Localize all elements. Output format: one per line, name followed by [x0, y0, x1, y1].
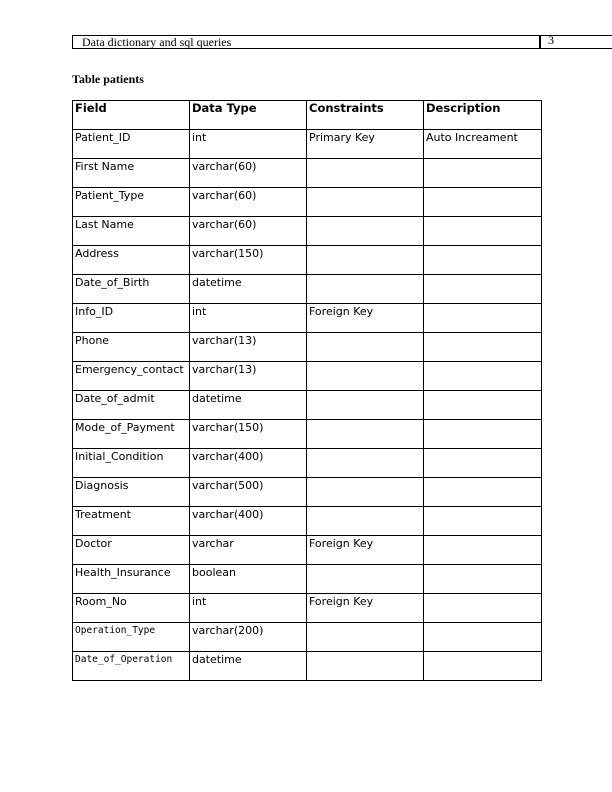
field-cell: First Name [73, 159, 190, 188]
field-cell: Patient_ID [73, 130, 190, 159]
data-type-cell: boolean [190, 565, 307, 594]
data-type-cell: varchar(150) [190, 420, 307, 449]
constraint-cell [307, 391, 424, 420]
data-dictionary-table [72, 100, 542, 681]
constraint-cell: Foreign Key [307, 304, 424, 333]
field-cell: Initial_Condition [73, 449, 190, 478]
constraint-cell: Foreign Key [307, 594, 424, 623]
field-cell: Patient_Type [73, 188, 190, 217]
description-cell [424, 478, 542, 507]
table-row [73, 130, 542, 159]
field-cell: Date_of_Operation [73, 652, 190, 681]
column-header-description: Description [424, 101, 542, 130]
description-cell [424, 275, 542, 304]
description-cell [424, 362, 542, 391]
table-row [73, 275, 542, 304]
field-cell: Address [73, 246, 190, 275]
data-type-cell: datetime [190, 652, 307, 681]
description-cell [424, 391, 542, 420]
table-row [73, 362, 542, 391]
table-row [73, 159, 542, 188]
data-type-cell: varchar(60) [190, 217, 307, 246]
description-cell [424, 449, 542, 478]
table-row [73, 594, 542, 623]
constraint-cell [307, 217, 424, 246]
data-type-cell: varchar(200) [190, 623, 307, 652]
field-cell: Doctor [73, 536, 190, 565]
field-cell: Room_No [73, 594, 190, 623]
table-row [73, 420, 542, 449]
table-row [73, 246, 542, 275]
constraint-cell: Foreign Key [307, 536, 424, 565]
field-cell: Info_ID [73, 304, 190, 333]
table-row [73, 391, 542, 420]
table-row [73, 217, 542, 246]
table-row [73, 478, 542, 507]
field-cell: Operation_Type [73, 623, 190, 652]
data-type-cell: varchar [190, 536, 307, 565]
data-type-cell: int [190, 130, 307, 159]
description-cell [424, 507, 542, 536]
field-cell: Emergency_contact [73, 362, 190, 391]
description-cell [424, 159, 542, 188]
constraint-cell [307, 652, 424, 681]
data-type-cell: varchar(400) [190, 507, 307, 536]
description-cell: Auto Increament [424, 130, 542, 159]
constraint-cell [307, 478, 424, 507]
data-type-cell: varchar(60) [190, 159, 307, 188]
table-row [73, 565, 542, 594]
description-cell [424, 623, 542, 652]
column-header-data-type: Data Type [190, 101, 307, 130]
constraint-cell [307, 246, 424, 275]
data-type-cell: int [190, 304, 307, 333]
field-cell: Phone [73, 333, 190, 362]
description-cell [424, 594, 542, 623]
page-number-box [540, 35, 612, 49]
constraint-cell [307, 623, 424, 652]
table-row [73, 304, 542, 333]
field-cell: Diagnosis [73, 478, 190, 507]
column-header-constraints: Constraints [307, 101, 424, 130]
header-title: Data dictionary and sql queries [82, 35, 232, 49]
table-row [73, 449, 542, 478]
description-cell [424, 565, 542, 594]
data-type-cell: varchar(13) [190, 333, 307, 362]
constraint-cell [307, 449, 424, 478]
description-cell [424, 217, 542, 246]
constraint-cell [307, 159, 424, 188]
description-cell [424, 304, 542, 333]
constraint-cell [307, 507, 424, 536]
data-type-cell: varchar(500) [190, 478, 307, 507]
data-type-cell: varchar(400) [190, 449, 307, 478]
page-number: 3 [548, 33, 554, 47]
data-type-cell: datetime [190, 275, 307, 304]
constraint-cell [307, 362, 424, 391]
field-cell: Date_of_admit [73, 391, 190, 420]
description-cell [424, 246, 542, 275]
table-row [73, 623, 542, 652]
constraint-cell [307, 275, 424, 304]
field-cell: Date_of_Birth [73, 275, 190, 304]
column-header-field: Field [73, 101, 190, 130]
constraint-cell [307, 565, 424, 594]
constraint-cell [307, 188, 424, 217]
field-cell: Health_Insurance [73, 565, 190, 594]
description-cell [424, 652, 542, 681]
table-header-row [73, 101, 542, 130]
data-type-cell: int [190, 594, 307, 623]
table-row [73, 333, 542, 362]
field-cell: Mode_of_Payment [73, 420, 190, 449]
description-cell [424, 536, 542, 565]
data-type-cell: varchar(60) [190, 188, 307, 217]
data-type-cell: varchar(150) [190, 246, 307, 275]
table-row [73, 188, 542, 217]
data-type-cell: datetime [190, 391, 307, 420]
table-row [73, 536, 542, 565]
section-title: Table patients [72, 72, 144, 86]
constraint-cell [307, 420, 424, 449]
table-row [73, 652, 542, 681]
constraint-cell [307, 333, 424, 362]
page-header [72, 35, 540, 49]
field-cell: Last Name [73, 217, 190, 246]
description-cell [424, 333, 542, 362]
data-type-cell: varchar(13) [190, 362, 307, 391]
description-cell [424, 420, 542, 449]
field-cell: Treatment [73, 507, 190, 536]
constraint-cell: Primary Key [307, 130, 424, 159]
description-cell [424, 188, 542, 217]
table-row [73, 507, 542, 536]
